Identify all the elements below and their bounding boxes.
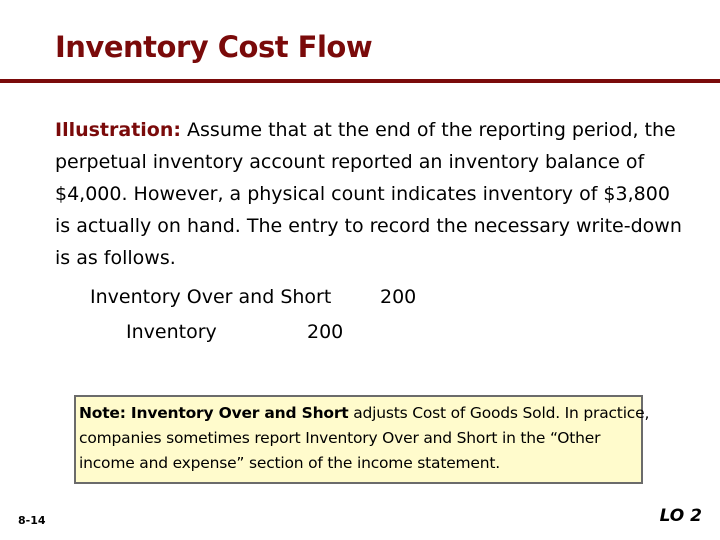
journal-credit-amount: 200 [307, 321, 344, 343]
page-number: 8-14 [18, 514, 46, 527]
title-divider [0, 79, 720, 83]
title-bar [0, 0, 720, 80]
journal-debit-account: Inventory Over and Short [90, 286, 332, 308]
illustration-text: Assume that at the end of the reporting period, the perpetual inventory account reported an inventory balance of $4,000. However, a physical count indicates inventory of $3,800 is actually on hand. The entry to record the necessary write-down is as follows. [55, 119, 682, 269]
illustration-paragraph [55, 114, 685, 274]
note-body: adjusts Cost of Goods Sold. In practice, companies sometimes report Inventory Over and Short in the “Other income and expense” section of the income statement. [79, 404, 650, 472]
journal-credit-account: Inventory [126, 321, 217, 343]
learning-objective-label: LO 2 [659, 506, 702, 526]
slide-title: Inventory Cost Flow [55, 30, 373, 64]
note-label: Note: Inventory Over and Short [79, 404, 349, 422]
illustration-label: Illustration: [55, 119, 181, 141]
journal-debit-amount: 200 [380, 286, 417, 308]
note-text-block [79, 401, 651, 476]
